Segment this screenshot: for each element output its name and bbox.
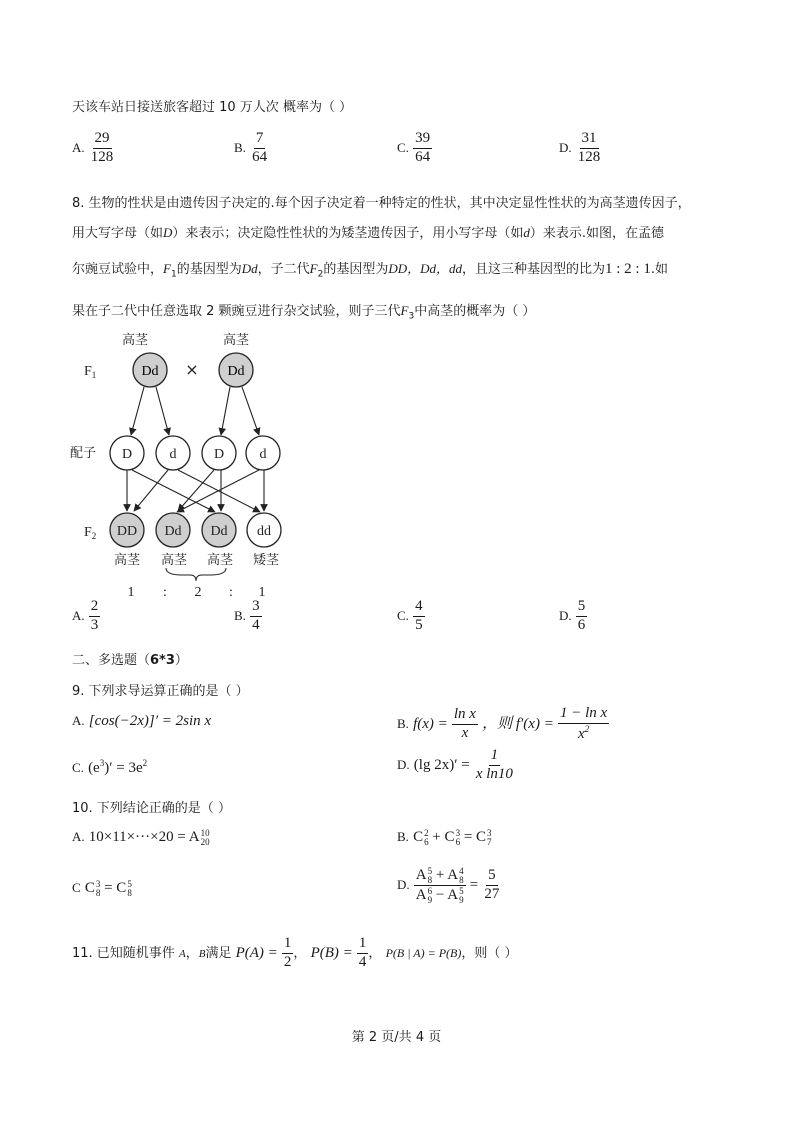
gamete-label: 配子 <box>70 446 97 461</box>
q7-option-b <box>234 131 269 166</box>
fraction: $\frac{3}{4}$ <box>252 598 260 633</box>
q10-option-c: C C 3 8 = C 5 8 <box>72 879 132 898</box>
q8-line3: 尔豌豆试验中，$F_1$的基因型为Dd，子二代$F_2$的基因型为DD，Dd，dd，且这三种基因型的比为1 : 2 : 1.如 <box>72 261 668 280</box>
q9-option-a: A. [cos(−2x)]′ = 2sin x <box>72 713 212 729</box>
cross-sign: × <box>185 360 199 379</box>
q7-option-d <box>559 131 602 166</box>
q10-option-d: D. A 5 8 + A 4 8 A 6 9 − A 5 9 = $\frac{5}{27}$ <box>397 866 500 905</box>
q7-stem: 天该车站日接送旅客超过 10 万人次 概率为（ ） <box>72 100 353 115</box>
formula: [cos(−2x)]′ = 2sin x <box>88 713 212 729</box>
gamete-allele: d <box>169 447 177 462</box>
section-title: 二、多选题（6*3） <box>72 653 188 668</box>
q10-option-b: B. C 2 6 + C 3 6 = C 3 7 <box>397 828 492 847</box>
f1-label: $F_1$ <box>84 364 97 380</box>
q9-option-d: D. (lg 2x)′ = $\frac{1}{\text{x ln10}}$ <box>397 747 513 782</box>
option-label: A. <box>72 607 85 623</box>
ratio-colon: : <box>229 585 233 600</box>
brace <box>166 568 226 581</box>
offspring-genotype: dd <box>257 524 271 539</box>
formula: C 3 8 = C 5 8 <box>84 879 132 898</box>
option-label: B. <box>234 139 246 155</box>
q9-option-c: C. $(e^3)' = 3e^2$ <box>72 758 148 776</box>
q10-option-a: A. 10×11×···×20 = A 10 20 <box>72 828 210 847</box>
fraction: $\frac{7}{64}$ <box>252 130 268 165</box>
q8-option-a <box>72 599 100 634</box>
fraction: $\frac{1}{2}$ <box>283 935 292 970</box>
q9-stem: 9. 下列求导运算正确的是（ ） <box>72 684 249 699</box>
formula: C 2 6 + C 3 6 = C 3 7 <box>413 828 492 847</box>
page-footer: 第 2 页/共 4 页 <box>351 1030 442 1045</box>
fraction: $\frac{31}{128}$ <box>577 130 601 165</box>
fraction: $\frac{5}{6}$ <box>577 598 586 633</box>
q8-line4: 果在子二代中任意选取 2 颗豌豆进行杂交试验，则子三代$F_3$中高茎的概率为（ ） <box>72 303 536 322</box>
offspring-phenotype: 高茎 <box>206 553 234 568</box>
ratio-value: 1 <box>258 585 266 600</box>
gamete-allele: D <box>121 447 133 462</box>
fraction: $\frac{\text{ln x}}{x}$ <box>453 706 476 741</box>
fraction: $\frac{5}{27}$ <box>484 867 500 903</box>
formula: 10×11×···×20 = A 10 20 <box>88 828 210 847</box>
q7-option-a <box>72 131 115 166</box>
fraction: $\frac{2}{3}$ <box>90 598 99 633</box>
option-label: C. <box>397 139 409 155</box>
f2-label: $F_2$ <box>84 525 97 541</box>
gamete-allele: d <box>259 447 267 462</box>
option-label: A. <box>72 139 85 155</box>
q8-line1: 8. 生物的性状是由遗传因子决定的.每个因子决定着一种特定的性状，其中决定显性性状的为高茎遗传因子， <box>72 196 691 211</box>
offspring-genotype: Dd <box>210 524 228 539</box>
fraction: A 5 8 + A 4 8 A 6 9 − A 5 9 <box>415 866 464 905</box>
q10-stem: 10. 下列结论正确的是（ ） <box>72 801 231 816</box>
option-label: D. <box>559 607 572 623</box>
offspring-genotype: Dd <box>164 524 182 539</box>
fraction: $\frac{39}{64}$ <box>415 130 431 165</box>
parent-right-genotype: Dd <box>227 364 245 379</box>
ratio-value: 2 <box>194 585 202 600</box>
fraction: $\frac{1}{\text{x ln10}}$ <box>475 747 513 782</box>
ratio-value: 1 <box>127 585 135 600</box>
parent-left-genotype: Dd <box>141 364 159 379</box>
formula: $(e^3)' = 3e^2$ <box>88 758 148 776</box>
f1-right-phenotype: 高茎 <box>222 333 250 348</box>
offspring-phenotype: 高茎 <box>160 553 188 568</box>
option-label: B. <box>234 607 246 623</box>
genetics-diagram <box>70 325 300 605</box>
q7-option-c <box>397 131 432 166</box>
fraction: $\frac{29}{128}$ <box>90 130 114 165</box>
fraction: $\frac{\text{1 − ln x}}{x^2}$ <box>559 705 608 742</box>
offspring-phenotype: 高茎 <box>113 553 141 568</box>
gamete-allele: D <box>213 447 225 462</box>
q8-option-b <box>234 599 262 634</box>
option-label: D. <box>559 139 572 155</box>
fraction: $\frac{1}{4}$ <box>358 935 367 970</box>
q9-option-b: B. f(x) = $\frac{\text{ln x}}{x}$ ，则 f′(x) = $\frac{\text{1 − ln x}}{x^2}$ <box>397 705 608 742</box>
offspring-phenotype: 矮茎 <box>252 553 280 568</box>
fraction: $\frac{4}{5}$ <box>415 598 423 633</box>
f1-left-phenotype: 高茎 <box>121 333 149 348</box>
option-label: C. <box>397 607 409 623</box>
ratio-colon: : <box>163 585 167 600</box>
q11-stem: 11. 已知随机事件 A，B满足 P(A) = $\frac{1}{2}$ ， P(B) = $\frac{1}{4}$ ， P(B | A) = P(B)，则（ ） <box>72 935 518 970</box>
q8-option-d <box>559 599 587 634</box>
q8-option-c <box>397 599 425 634</box>
q8-line2: 用大写字母（如D）来表示；决定隐性性状的为矮茎遗传因子，用小写字母（如d）来表示.如图，在孟德 <box>72 225 665 241</box>
offspring-genotype: DD <box>116 524 138 539</box>
